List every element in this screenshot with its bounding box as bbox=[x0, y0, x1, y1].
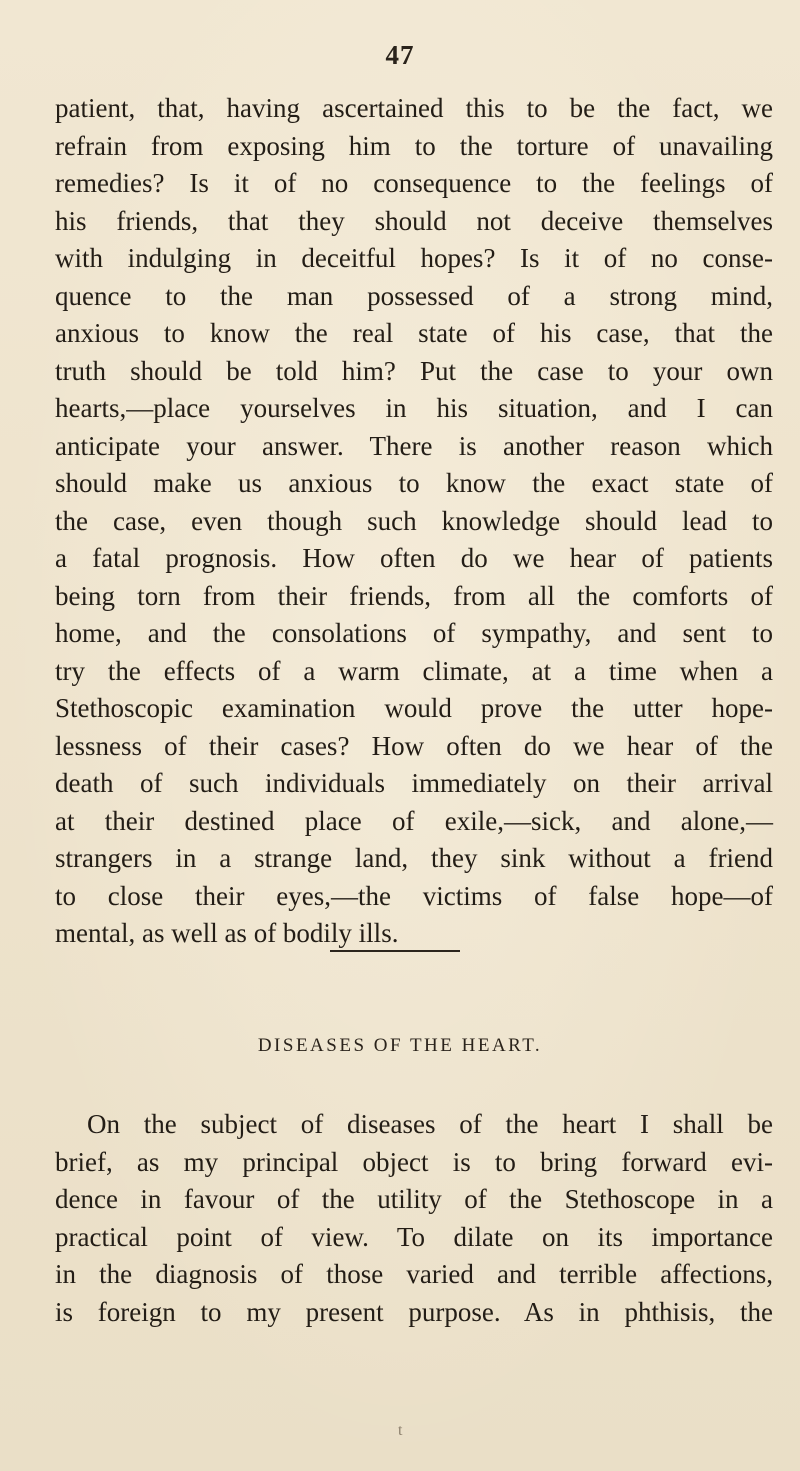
footer-mark: t bbox=[398, 1422, 403, 1439]
text-line: home, and the consolations of sympathy, and sent to bbox=[55, 618, 773, 648]
section-divider bbox=[330, 950, 460, 952]
text-line: refrain from exposing him to the torture of unavailing bbox=[55, 130, 773, 161]
text-line: should make us anxious to know the exact state of bbox=[55, 468, 773, 498]
text-line: practical point of view. To dilate on its importance bbox=[55, 1221, 773, 1252]
text-line: a fatal prognosis. How often do we hear of patients bbox=[55, 543, 773, 573]
page-number: 47 bbox=[385, 40, 415, 70]
text-line: mental, as well as of bodily ills. bbox=[55, 918, 399, 948]
text-line: Stethoscopic examination would prove the utter hope- bbox=[55, 693, 773, 723]
text-line: is foreign to my present purpose. As in phthisis, the bbox=[55, 1296, 773, 1327]
section-heading: DISEASES OF THE HEART. bbox=[257, 1035, 543, 1056]
text-line: being torn from their friends, from all the comforts of bbox=[55, 580, 773, 611]
text-line: hearts,—place yourselves in his situation, and I can bbox=[55, 393, 773, 423]
text-line: brief, as my principal object is to bring forward evi- bbox=[55, 1146, 773, 1177]
text-line: patient, that, having ascertained this to be the fact, we bbox=[55, 93, 773, 123]
text-line: at their destined place of exile,—sick, and alone,— bbox=[55, 805, 773, 836]
text-line: try the effects of a warm climate, at a time when a bbox=[55, 655, 773, 686]
text-line: remedies? Is it of no consequence to the feelings of bbox=[55, 168, 773, 198]
text-line: dence in favour of the utility of the Stethoscope in a bbox=[55, 1184, 773, 1214]
text-line: anxious to know the real state of his case, that the bbox=[55, 318, 773, 348]
paragraph-2 bbox=[55, 1106, 773, 1331]
text-line: the case, even though such knowledge should lead to bbox=[55, 505, 773, 536]
text-line: to close their eyes,—the victims of false hope—of bbox=[55, 880, 773, 911]
text-line: On the subject of diseases of the heart I shall be bbox=[87, 1109, 773, 1139]
text-line: lessness of their cases? How often do we hear of the bbox=[55, 730, 773, 761]
paragraph-1 bbox=[55, 90, 773, 953]
text-line: with indulging in deceitful hopes? Is it of no conse- bbox=[55, 243, 773, 273]
text-line: in the diagnosis of those varied and terrible affections, bbox=[55, 1259, 773, 1289]
text-line: death of such individuals immediately on their arrival bbox=[55, 768, 773, 798]
text-line: quence to the man possessed of a strong mind, bbox=[55, 280, 773, 311]
text-line: his friends, that they should not deceive themselves bbox=[55, 205, 773, 236]
text-line: strangers in a strange land, they sink without a friend bbox=[55, 843, 773, 873]
text-line: truth should be told him? Put the case to your own bbox=[55, 355, 773, 386]
text-line: anticipate your answer. There is another reason which bbox=[55, 430, 773, 461]
